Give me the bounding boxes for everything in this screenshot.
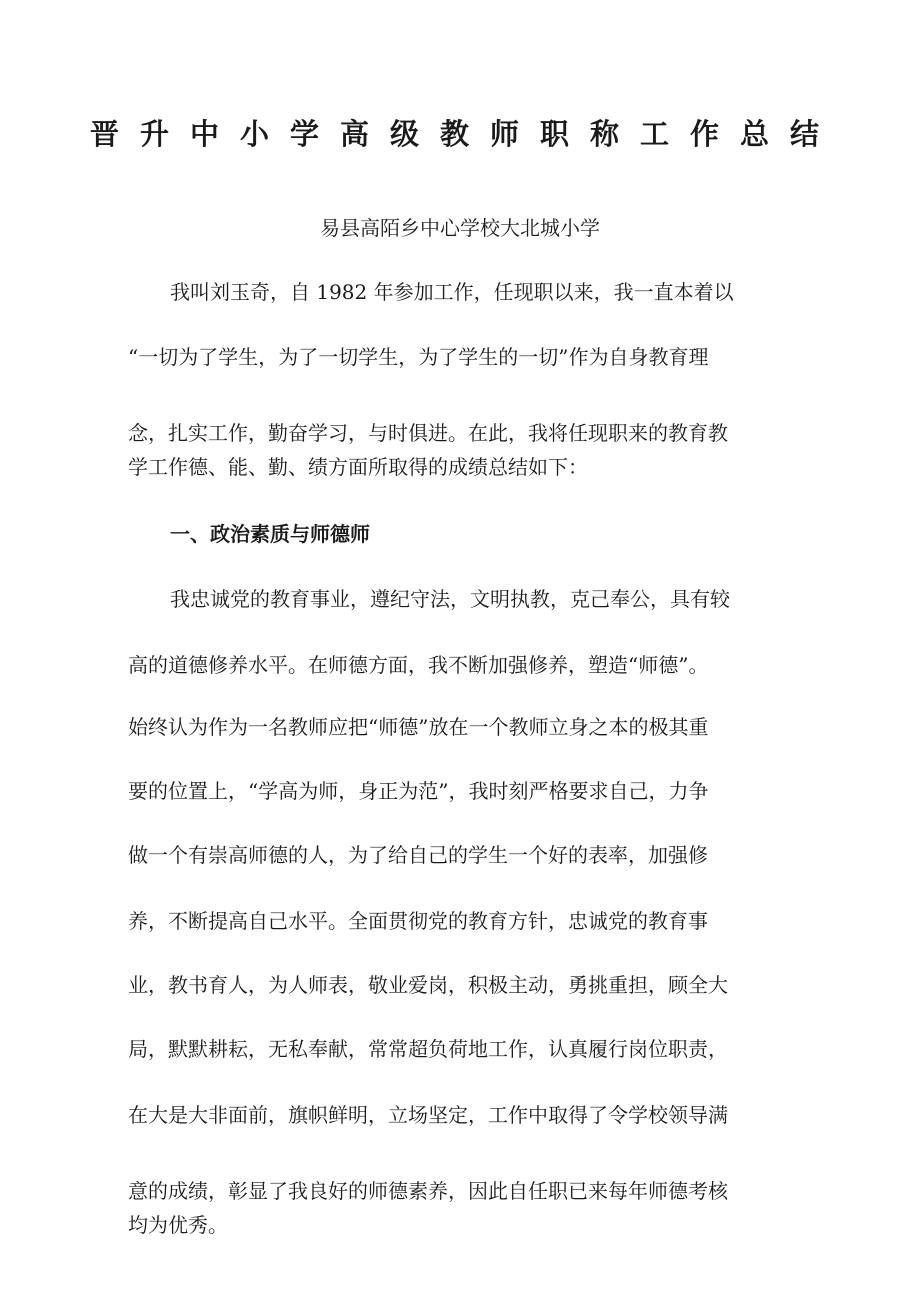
school-name: 易县高陌乡中心学校大北城小学 (320, 216, 600, 240)
body-line: 业，教书育人，为人师表，敬业爱岗，积极主动，勇挑重担，顾全大 (128, 973, 728, 997)
body-line: 要的位置上，“学高为师，身正为范”，我时刻严格要求自己，力争 (128, 779, 709, 803)
body-line: 在大是大非面前，旗帜鲜明，立场坚定，工作中取得了令学校领导满 (128, 1103, 728, 1127)
intro-line: 学工作德、能、勤、绩方面所取得的成绩总结如下： (128, 455, 588, 479)
body-line: 均为优秀。 (128, 1213, 228, 1237)
document-title: 晋升中小学高级教师职称工作总结 (89, 117, 840, 151)
body-line: 始终认为作为一名教师应把“师德”放在一个教师立身之本的极其重 (128, 715, 709, 739)
intro-line: “一切为了学生，为了一切学生，为了学生的一切”作为自身教育理 (128, 345, 709, 369)
section-heading: 一、政治素质与师德师 (170, 522, 370, 546)
intro-line: 我叫刘玉奇，自 1982 年参加工作，任现职以来，我一直本着以 (170, 280, 734, 304)
body-line: 我忠诚党的教育事业，遵纪守法，文明执教，克己奉公，具有较 (170, 587, 730, 611)
intro-line: 念，扎实工作，勤奋学习，与时俱进。在此，我将任现职来的教育教 (128, 421, 728, 445)
body-line: 做一个有崇高师德的人，为了给自己的学生一个好的表率，加强修 (128, 843, 708, 867)
body-line: 局，默默耕耘，无私奉献，常常超负荷地工作，认真履行岗位职责， (128, 1037, 728, 1061)
body-line: 高的道德修养水平。在师德方面，我不断加强修养，塑造“师德”。 (128, 653, 709, 677)
body-line: 意的成绩，彰显了我良好的师德素养，因此自任职已来每年师德考核 (128, 1179, 728, 1203)
body-line: 养，不断提高自己水平。全面贯彻党的教育方针，忠诚党的教育事 (128, 909, 708, 933)
